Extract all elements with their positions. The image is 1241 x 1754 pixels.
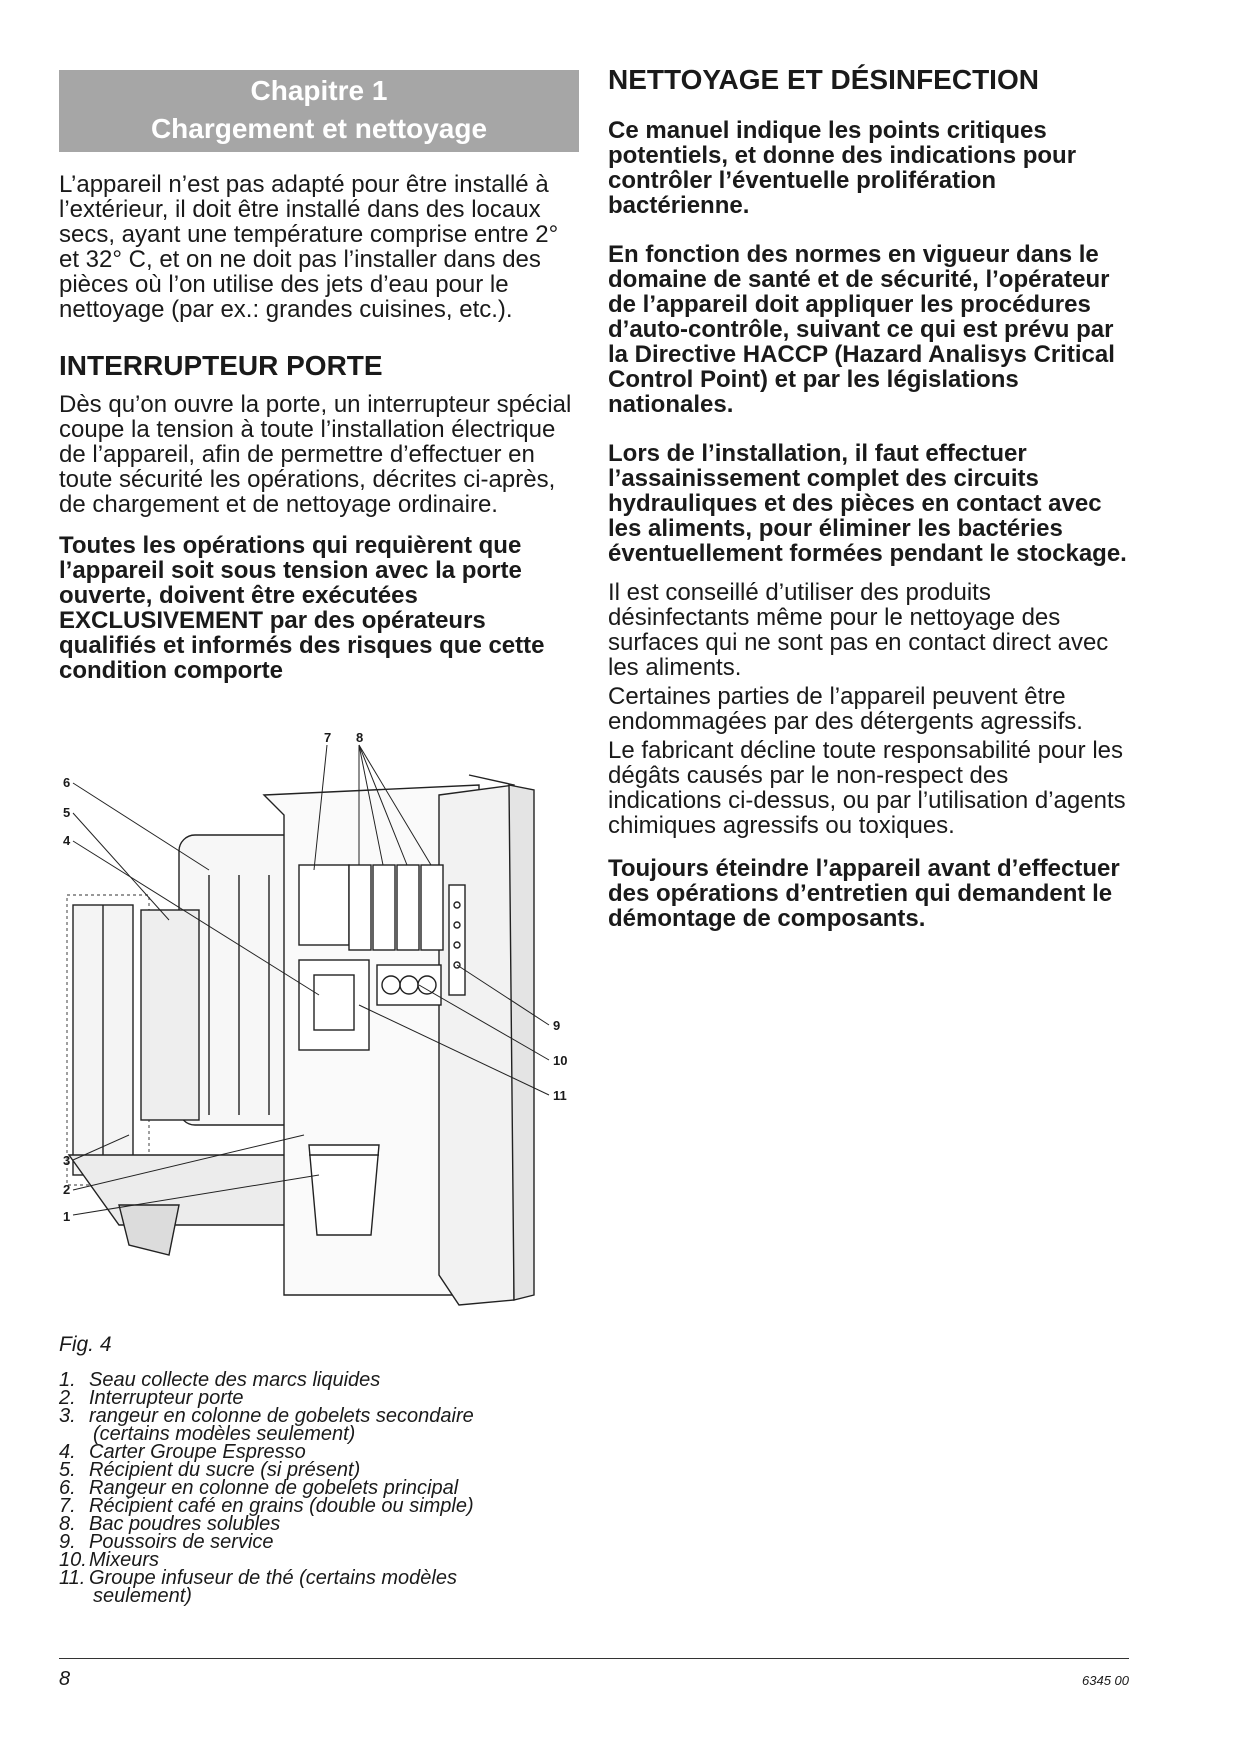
legend-item: 8. Bac poudres solubles [59, 1513, 281, 1535]
left-column [59, 70, 579, 683]
callout-8: 8 [356, 730, 364, 745]
document-code: 6345 00 [1082, 1673, 1129, 1688]
cleaning-p7: Toujours éteindre l’appareil avant d’effectuer des opérations d’entretien qui demandent le démontage de composants. [608, 855, 1120, 932]
intro-paragraph: L’appareil n’est pas adapté pour être installé à l’extérieur, il doit être installé dans des locaux secs, ayant une température comprise entre 2° et 32° C, et on ne doit pas l’installer dans des pièces où l’on utilise des jets d’eau pour le nettoyage (par ex.: grandes cuisines, etc.). [59, 171, 559, 323]
callout-9: 9 [553, 1018, 561, 1033]
legend-item: 5. Récipient du sucre (si présent) [59, 1459, 361, 1481]
page-number: 8 [59, 1668, 71, 1690]
cleaning-p3: Lors de l’installation, il faut effectuer l’assainissement complet des circuits hydrauliques et des pièces en contact avec les aliments, pour éliminer les bactéries éventuellement formées pendant le stockage. [608, 440, 1127, 567]
figure-label: Fig. 4 [59, 1333, 112, 1356]
legend-item: 3. rangeur en colonne de gobelets secondaire [59, 1405, 474, 1427]
callout-11: 11 [553, 1088, 567, 1103]
legend-item: 4. Carter Groupe Espresso [59, 1441, 306, 1463]
legend-item: 1. Seau collecte des marcs liquides [59, 1369, 381, 1391]
cleaning-p2: En fonction des normes en vigueur dans le domaine de santé et de sécurité, l’opérateur de l’appareil doit appliquer les procédures d’auto-contrôle, suivant ce qui est prévu par la Directive HACCP (Hazard Analisys Critical Control Point) et par les législations nationales. [608, 241, 1115, 418]
cleaning-p1: Ce manuel indique les points critiques potentiels, et donne des indications pour contrôler l’éventuelle prolifération bactérienne. [608, 117, 1077, 219]
legend-item: 2. Interrupteur porte [59, 1387, 244, 1409]
cleaning-p5: Certaines parties de l’appareil peuvent être endommagées par des détergents agressifs. [608, 683, 1083, 735]
cleaning-p4: Il est conseillé d’utiliser des produits désinfectants même pour le nettoyage des surfaces qui ne sont pas en contact direct avec les aliments. [608, 579, 1109, 681]
legend-item: 9. Poussoirs de service [59, 1531, 274, 1553]
figure-caption [59, 1333, 579, 1605]
chapter-number: Chapitre 1 [250, 75, 388, 106]
warning-paragraph: Toutes les opérations qui requièrent que l’appareil soit sous tension avec la porte ouverte, doivent être exécutées EXCLUSIVEMENT par des opérateurs qualifiés et informés des risques que cette condition comporte [59, 532, 545, 684]
legend-item: 10. Mixeurs [59, 1549, 160, 1571]
callout-3: 3 [63, 1153, 71, 1168]
legend-item-continuation: seulement) [93, 1585, 192, 1607]
legend-item: 6. Rangeur en colonne de gobelets principal [59, 1477, 459, 1499]
vending-machine-drawing [59, 735, 579, 1315]
legend-item: 11. Groupe infuseur de thé (certains modèles [59, 1567, 457, 1589]
switch-heading: INTERRUPTEUR PORTE [59, 350, 383, 381]
legend-item: 7. Récipient café en grains (double ou simple) [59, 1495, 474, 1517]
callout-2: 2 [63, 1182, 71, 1197]
callout-4: 4 [63, 833, 71, 848]
callout-1: 1 [63, 1209, 71, 1224]
footer-divider [59, 1658, 1129, 1659]
cleaning-p6: Le fabricant décline toute responsabilité pour les dégâts causés par le non-respect des indications ci-dessus, ou par l’utilisation d’agents chimiques agressifs ou toxiques. [608, 737, 1126, 839]
callout-5: 5 [63, 805, 71, 820]
legend-item-continuation: (certains modèles seulement) [93, 1423, 356, 1445]
right-column [608, 64, 1128, 931]
callout-6: 6 [63, 775, 71, 790]
chapter-header [59, 70, 579, 152]
callout-7: 7 [324, 730, 332, 745]
cleaning-heading: NETTOYAGE ET DÉSINFECTION [608, 64, 1039, 95]
switch-paragraph: Dès qu’on ouvre la porte, un interrupteur spécial coupe la tension à toute l’installation électrique de l’appareil, afin de permettre d’effectuer en toute sécurité les opérations, décrites ci-après, de chargement et de nettoyage ordinaire. [59, 391, 572, 518]
chapter-title: Chargement et nettoyage [150, 113, 488, 144]
machine-illustration [59, 730, 579, 1315]
callout-10: 10 [553, 1053, 568, 1068]
legend-list [59, 1371, 579, 1605]
